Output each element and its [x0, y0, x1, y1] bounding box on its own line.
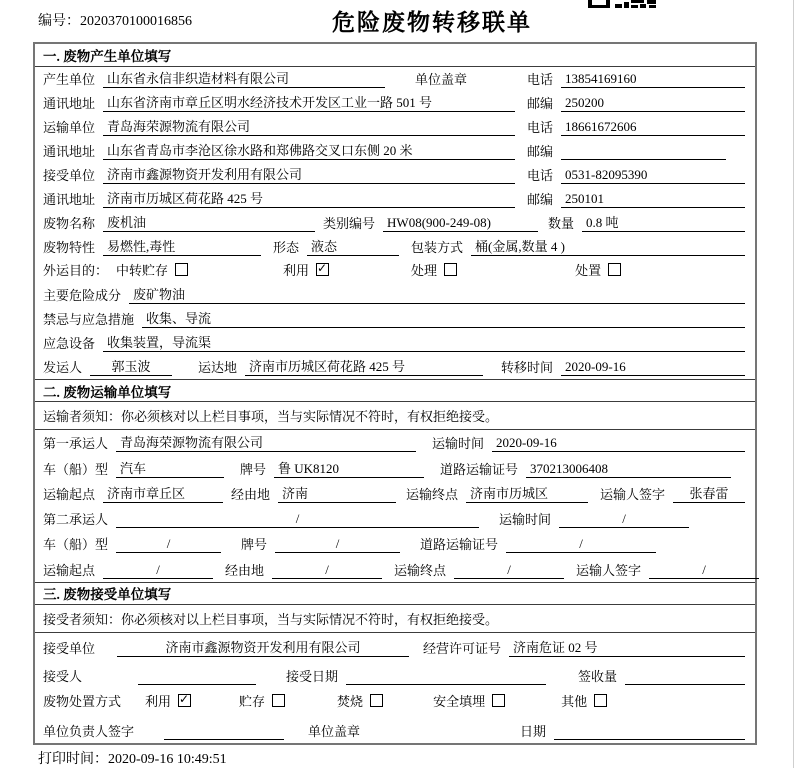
- transport-time-label: 运输时间: [432, 436, 485, 452]
- section3-title: 三. 废物接受单位填写: [35, 582, 755, 605]
- qr-code-icon: [588, 0, 656, 8]
- receiver-value: 济南市鑫源物资开发利用有限公司: [103, 164, 515, 184]
- treat-checkbox: [444, 263, 457, 276]
- vehicle-type-label: 车（船）型: [43, 537, 109, 553]
- head-sign-value: [164, 724, 284, 740]
- hazard-value: 废矿物油: [129, 284, 745, 304]
- phone-label: 电话: [526, 168, 553, 183]
- character-value: 易燃性,毒性: [103, 236, 261, 256]
- hazard-label: 主要危险成分: [43, 288, 122, 303]
- row-receiver-address: [35, 187, 755, 211]
- endpoint-value: 济南市历城区: [466, 483, 588, 503]
- carrier-sign-label: 运输人签字: [600, 486, 666, 502]
- unit-seal-label: 单位盖章: [308, 723, 361, 739]
- row-producer: [35, 67, 755, 91]
- first-carrier-time-value: 2020-09-16: [492, 435, 745, 452]
- road-license-value: 370213006408: [526, 461, 731, 478]
- transporter-notice: 运输者须知：你必须核对以上栏目事项，当与实际情况不符时，有权拒绝接受。: [35, 402, 755, 430]
- section1-title: 一. 废物产生单位填写: [35, 44, 755, 67]
- section2-title: 二. 废物运输单位填写: [35, 379, 755, 402]
- receiver-notice: 接受者须知：你必须核对以上栏目事项，当与实际情况不符时，有权拒绝接受。: [35, 605, 755, 633]
- address-label: 通讯地址: [43, 192, 96, 207]
- zip-label: 邮编: [526, 96, 553, 111]
- quantity-label: 数量: [548, 216, 575, 231]
- equipment-value: 收集装置，导流渠: [103, 332, 745, 352]
- page-edge-divider: [793, 0, 795, 768]
- row-second-carrier: [35, 506, 755, 531]
- disposal-other-checkbox: [594, 694, 607, 707]
- vehicle-type-label: 车（船）型: [43, 461, 109, 477]
- zip-label: 邮编: [526, 144, 553, 159]
- disposal-option-label: 其他: [561, 693, 588, 709]
- producer-label: 产生单位: [43, 72, 96, 87]
- row-second-vehicle: [35, 531, 755, 556]
- second-carrier-sign-value: /: [649, 562, 759, 579]
- second-carrier-time-value: /: [559, 511, 689, 528]
- address-label: 通讯地址: [43, 96, 96, 111]
- vehicle-type-value: 汽车: [116, 458, 224, 478]
- dispose-checkbox: [608, 263, 621, 276]
- print-time-value: 2020-09-16 10:49:51: [108, 752, 227, 767]
- row-first-carrier: [35, 430, 755, 455]
- producer-phone-value: 13854169160: [561, 71, 745, 88]
- form-label: 形态: [273, 240, 300, 255]
- row-first-vehicle: [35, 455, 755, 480]
- endpoint-label: 运输终点: [394, 562, 447, 578]
- origin-value: 济南市章丘区: [103, 483, 223, 503]
- row-transporter: [35, 115, 755, 139]
- row-transporter-address: [35, 139, 755, 163]
- carrier-sign-value: 张春雷: [673, 483, 745, 503]
- waste-name-label: 废物名称: [43, 216, 96, 231]
- permit-label: 经营许可证号: [423, 641, 502, 657]
- row-disposal-method: [35, 688, 755, 716]
- purpose-label: 外运目的：: [43, 263, 109, 278]
- disposal-option-label: 贮存: [239, 693, 266, 709]
- transfer-form-table: [33, 42, 757, 745]
- purpose-option-treat: [411, 260, 457, 279]
- first-carrier-value: 青岛海荣源物流有限公司: [116, 432, 416, 452]
- receiver-zip-value: 250101: [561, 191, 745, 208]
- carrier-sign-label: 运输人签字: [576, 562, 642, 578]
- utilize-checkbox: [316, 263, 329, 276]
- via-label: 经由地: [231, 486, 271, 502]
- head-sign-label: 单位负责人签字: [43, 723, 135, 739]
- transporter-address-value: 山东省青岛市李沧区徐水路和郑佛路交叉口东侧 20 米: [103, 140, 515, 160]
- purpose-option-dispose: [575, 260, 621, 279]
- transporter-label: 运输单位: [43, 120, 96, 135]
- transporter-phone-value: 18661672606: [561, 119, 745, 136]
- row-taboo-measures: [35, 307, 755, 331]
- plate-label: 牌号: [241, 537, 268, 553]
- disposal-option-label: 安全填埋: [433, 693, 486, 709]
- disposal-option-incinerate: [337, 691, 383, 710]
- second-origin-value: /: [103, 562, 213, 579]
- purpose-option-transfer-storage: [116, 260, 188, 279]
- destination-label: 运达地: [198, 360, 238, 375]
- unit-seal-label: 单位盖章: [415, 72, 468, 87]
- row-waste-character: [35, 235, 755, 259]
- destination-value: 济南市历城区荷花路 425 号: [245, 356, 483, 376]
- row-first-route: [35, 481, 755, 506]
- doc-number: [38, 10, 192, 30]
- shipper-value: 郭玉波: [90, 356, 172, 376]
- disposal-option-landfill: [433, 691, 505, 710]
- row-producer-address: [35, 91, 755, 115]
- producer-value: 山东省永信非织造材料有限公司: [103, 68, 385, 88]
- print-time: [38, 748, 227, 768]
- purpose-option-label: 中转贮存: [116, 263, 169, 278]
- transfer-time-label: 转移时间: [501, 360, 554, 375]
- category-label: 类别编号: [323, 216, 376, 231]
- producer-zip-value: 250200: [561, 95, 745, 112]
- form-value: 液态: [307, 236, 399, 256]
- origin-label: 运输起点: [43, 562, 96, 578]
- taboo-value: 收集、导流: [142, 308, 745, 328]
- row-head-signature: [35, 715, 755, 743]
- second-via-value: /: [272, 562, 382, 579]
- origin-label: 运输起点: [43, 486, 96, 502]
- second-endpoint-value: /: [454, 562, 564, 579]
- transporter-zip-value: [561, 144, 726, 160]
- disposal-option-label: 焚烧: [337, 693, 364, 709]
- shipper-label: 发运人: [43, 360, 83, 375]
- row-waste-name: [35, 211, 755, 235]
- address-label: 通讯地址: [43, 144, 96, 159]
- print-time-label: 打印时间：: [38, 752, 108, 767]
- disposal-incinerate-checkbox: [370, 694, 383, 707]
- permit-value: 济南危证 02 号: [509, 637, 745, 657]
- receive-date-value: [346, 669, 546, 685]
- disposal-label: 废物处置方式: [43, 693, 122, 709]
- purpose-option-label: 处理: [411, 263, 438, 278]
- via-label: 经由地: [225, 562, 265, 578]
- recipient-value: [138, 669, 256, 685]
- via-value: 济南: [278, 483, 396, 503]
- transfer-time-value: 2020-09-16: [561, 359, 745, 376]
- category-value: HW08(900-249-08): [383, 215, 538, 232]
- disposal-utilize-checkbox: [178, 694, 191, 707]
- row-recipient: [35, 660, 755, 688]
- signed-qty-label: 签收量: [578, 668, 618, 684]
- row-receiver: [35, 163, 755, 187]
- character-label: 废物特性: [43, 240, 96, 255]
- road-license-label: 道路运输证号: [420, 537, 499, 553]
- packing-value: 桶(金属,数量 4 ): [471, 236, 745, 256]
- disposal-landfill-checkbox: [492, 694, 505, 707]
- transfer-storage-checkbox: [175, 263, 188, 276]
- doc-number-label: 编号：: [38, 14, 80, 29]
- second-vehicle-type-value: /: [116, 536, 221, 553]
- plate-value: 鲁 UK8120: [274, 458, 424, 478]
- receive-unit-value: 济南市鑫源物资开发利用有限公司: [117, 637, 409, 657]
- purpose-option-utilize: [283, 260, 329, 279]
- endpoint-label: 运输终点: [406, 486, 459, 502]
- receiver-address-value: 济南市历城区荷花路 425 号: [103, 188, 515, 208]
- page-title: 危险废物转移联单: [332, 10, 532, 35]
- second-plate-value: /: [275, 536, 400, 553]
- disposal-option-storage: [239, 691, 285, 710]
- disposal-option-other: [561, 691, 607, 710]
- first-carrier-label: 第一承运人: [43, 436, 109, 452]
- recipient-label: 接受人: [43, 668, 83, 684]
- row-purpose: [35, 259, 755, 283]
- transporter-value: 青岛海荣源物流有限公司: [103, 116, 515, 136]
- disposal-option-label: 利用: [145, 693, 172, 709]
- row-hazard-component: [35, 283, 755, 307]
- receive-date-label: 接受日期: [286, 668, 339, 684]
- waste-name-value: 废机油: [103, 212, 315, 232]
- row-receive-unit: [35, 633, 755, 661]
- equipment-label: 应急设备: [43, 336, 96, 351]
- date-value: [554, 724, 745, 740]
- row-emergency-equipment: [35, 331, 755, 355]
- signed-qty-value: [625, 669, 745, 685]
- phone-label: 电话: [526, 120, 553, 135]
- second-carrier-value: /: [116, 511, 479, 528]
- purpose-option-label: 利用: [283, 263, 310, 278]
- disposal-storage-checkbox: [272, 694, 285, 707]
- date-label: 日期: [520, 723, 547, 739]
- receive-unit-label: 接受单位: [43, 641, 96, 657]
- doc-number-value: 2020370100016856: [80, 14, 192, 29]
- quantity-value: 0.8 吨: [582, 212, 745, 232]
- receiver-label: 接受单位: [43, 168, 96, 183]
- row-second-route: [35, 556, 755, 581]
- disposal-option-utilize: [145, 691, 191, 710]
- phone-label: 电话: [526, 72, 553, 87]
- zip-label: 邮编: [526, 192, 553, 207]
- row-shipper: [35, 355, 755, 379]
- purpose-option-label: 处置: [575, 263, 602, 278]
- packing-label: 包装方式: [411, 240, 464, 255]
- producer-address-value: 山东省济南市章丘区明水经济技术开发区工业一路 501 号: [103, 92, 515, 112]
- taboo-label: 禁忌与应急措施: [43, 312, 135, 327]
- transport-time-label: 运输时间: [498, 512, 551, 528]
- plate-label: 牌号: [240, 461, 267, 477]
- second-road-license-value: /: [506, 536, 656, 553]
- second-carrier-label: 第二承运人: [43, 512, 109, 528]
- receiver-phone-value: 0531-82095390: [561, 167, 745, 184]
- road-license-label: 道路运输证号: [440, 461, 519, 477]
